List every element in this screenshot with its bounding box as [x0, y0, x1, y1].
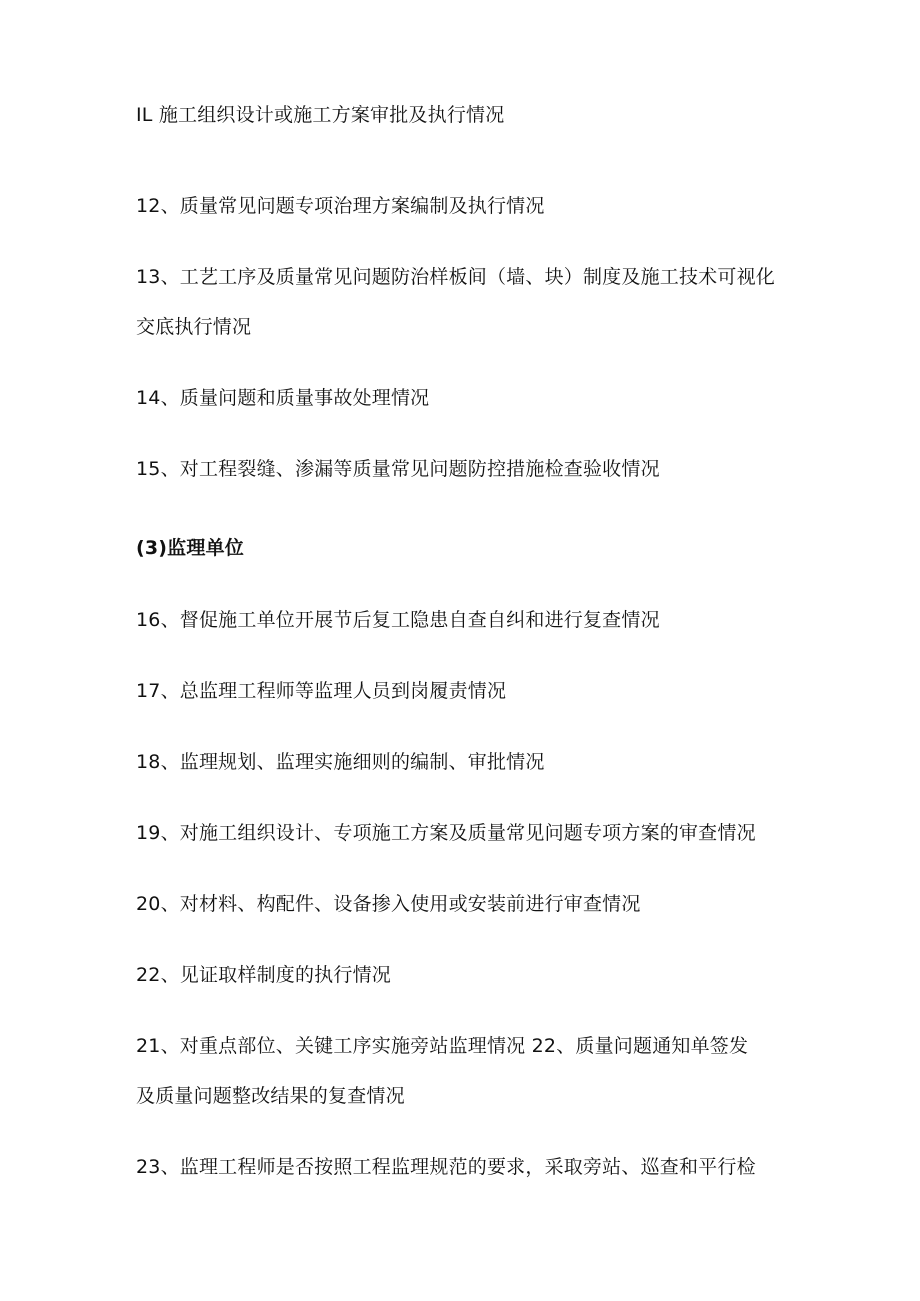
- item-23-text: 23、监理工程师是否按照工程监理规范的要求，采取旁站、巡查和平行检: [136, 1156, 756, 1178]
- item-19-text: 19、对施工组织设计、专项施工方案及质量常见问题专项方案的审查情况: [136, 822, 756, 844]
- item-18-text: 18、监理规划、监理实施细则的编制、审批情况: [136, 751, 545, 773]
- item-12-text: 12、质量常见问题专项治理方案编制及执行情况: [136, 195, 545, 217]
- item-14-text: 14、质量问题和质量事故处理情况: [136, 387, 430, 409]
- item-13-text-continued: 交底执行情况: [136, 316, 252, 338]
- item-13-text: 13、工艺工序及质量常见问题防治样板间（墙、块）制度及施工技术可视化: [136, 266, 775, 288]
- item-21-text: 21、对重点部位、关键工序实施旁站监理情况 22、质量问题通知单签发: [136, 1035, 749, 1057]
- item-17-text: 17、总监理工程师等监理人员到岗履责情况: [136, 680, 507, 702]
- item-11-text: IL 施工组织设计或施工方案审批及执行情况: [136, 104, 505, 126]
- item-21-text-continued: 及质量问题整改结果的复查情况: [136, 1085, 405, 1107]
- item-16-text: 16、督促施工单位开展节后复工隐患自查自纠和进行复查情况: [136, 609, 660, 631]
- section-heading-supervision-unit: (3)监理单位: [136, 537, 244, 559]
- item-22-text: 22、见证取样制度的执行情况: [136, 964, 391, 986]
- item-20-text: 20、对材料、构配件、设备掺入使用或安装前进行审查情况: [136, 893, 641, 915]
- item-15-text: 15、对工程裂缝、渗漏等质量常见问题防控措施检查验收情况: [136, 458, 660, 480]
